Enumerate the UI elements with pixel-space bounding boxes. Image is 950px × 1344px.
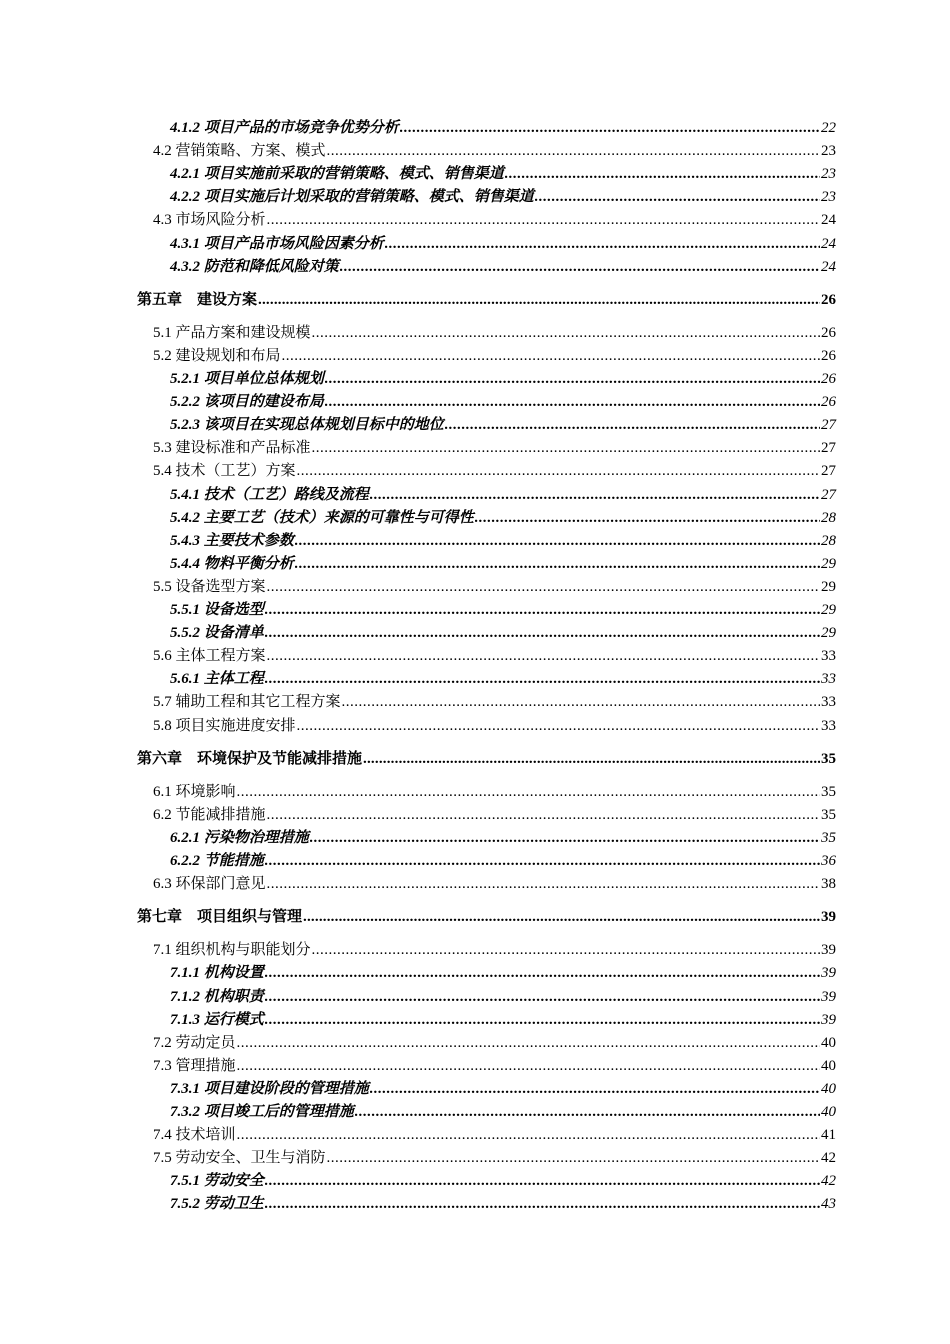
toc-entry-title: 7.5.1 劳动安全	[170, 1173, 264, 1190]
toc-leader-dots	[312, 942, 820, 959]
toc-entry-page-number: 40	[821, 1057, 836, 1074]
toc-entry-page-number: 39	[821, 1011, 836, 1028]
toc-entry-title: 5.8 项目实施进度安排	[153, 717, 296, 734]
toc-leader-dots	[258, 292, 820, 309]
toc-entry-page-number: 26	[821, 394, 836, 411]
toc-entry-page-number: 40	[821, 1104, 836, 1120]
toc-leader-dots	[265, 965, 820, 982]
toc-chapter-entry[interactable]	[137, 288, 836, 311]
toc-entry-page-number: 26	[821, 371, 836, 387]
toc-entry-title: 5.4.4 物料平衡分析	[170, 555, 294, 572]
toc-entry-title: 6.2 节能减排措施	[153, 806, 266, 823]
toc-entry-title: 5.2 建设规划和布局	[153, 347, 281, 364]
toc-chapter-entry[interactable]	[137, 905, 836, 928]
toc-leader-dots	[312, 440, 820, 457]
toc-entry-page-number: 33	[821, 717, 836, 734]
toc-entry-title: 4.3 市场风险分析	[153, 212, 266, 229]
toc-section-entry[interactable]	[153, 208, 836, 231]
toc-section-entry[interactable]	[153, 714, 836, 737]
toc-entry-page-number: 23	[821, 143, 836, 160]
toc-subsection-entry[interactable]	[170, 1008, 836, 1031]
toc-leader-dots	[267, 807, 820, 824]
toc-section-entry[interactable]	[153, 575, 836, 598]
toc-section-entry[interactable]	[153, 321, 836, 344]
toc-subsection-entry[interactable]	[170, 667, 836, 690]
toc-subsection-entry[interactable]	[170, 849, 836, 872]
toc-entry-page-number: 33	[821, 648, 836, 665]
toc-leader-dots	[327, 1150, 820, 1167]
toc-entry-title: 6.2.1 污染物治理措施	[170, 829, 309, 846]
toc-subsection-entry[interactable]	[170, 985, 836, 1008]
toc-subsection-entry[interactable]	[170, 621, 836, 644]
toc-entry-page-number: 35	[821, 806, 836, 823]
toc-subsection-entry[interactable]	[170, 552, 836, 575]
toc-leader-dots	[325, 371, 820, 388]
toc-entry-title: 第七章 项目组织与管理	[137, 909, 303, 926]
toc-leader-dots	[342, 694, 820, 711]
toc-leader-dots	[340, 259, 820, 276]
toc-entry-title: 5.4.3 主要技术参数	[170, 532, 294, 549]
toc-entry-title: 6.3 环保部门意见	[153, 876, 266, 893]
toc-leader-dots	[385, 236, 820, 253]
toc-entry-title: 5.2.3 该项目在实现总体规划目标中的地位	[170, 417, 444, 434]
toc-entry-page-number: 29	[821, 578, 836, 595]
toc-section-entry[interactable]	[153, 1146, 836, 1169]
toc-entry-title: 5.5 设备选型方案	[153, 578, 266, 595]
toc-entry-page-number: 39	[821, 988, 836, 1005]
toc-leader-dots	[370, 487, 820, 504]
toc-entry-page-number: 26	[821, 347, 836, 364]
toc-subsection-entry[interactable]	[170, 483, 836, 506]
toc-entry-title: 4.3.1 项目产品市场风险因素分析	[170, 235, 384, 252]
toc-entry-title: 5.4 技术（工艺）方案	[153, 463, 296, 480]
toc-leader-dots	[475, 510, 820, 527]
toc-leader-dots	[265, 1196, 820, 1213]
toc-section-entry[interactable]	[153, 344, 836, 367]
toc-subsection-entry[interactable]	[170, 255, 836, 278]
toc-entry-title: 5.2.1 项目单位总体规划	[170, 371, 324, 387]
toc-entry-page-number: 29	[821, 555, 836, 572]
toc-leader-dots	[267, 579, 820, 596]
toc-entry-page-number: 39	[821, 942, 836, 959]
toc-subsection-entry[interactable]	[170, 185, 836, 208]
toc-entry-title: 5.6.1 主体工程	[170, 671, 264, 688]
toc-entry-page-number: 35	[821, 829, 836, 846]
toc-entry-page-number: 27	[821, 440, 836, 457]
toc-leader-dots	[265, 625, 820, 642]
toc-leader-dots	[237, 784, 820, 801]
toc-leader-dots	[325, 394, 820, 411]
toc-entry-title: 4.1.2 项目产品的市场竞争优势分析	[170, 120, 399, 136]
toc-entry-title: 7.1.3 运行模式	[170, 1011, 264, 1028]
toc-entry-title: 7.3 管理措施	[153, 1057, 236, 1074]
toc-subsection-entry[interactable]	[170, 413, 836, 436]
toc-section-entry[interactable]	[153, 459, 836, 482]
toc-entry-title: 7.4 技术培训	[153, 1127, 236, 1144]
toc-entry-page-number: 24	[821, 235, 836, 252]
toc-subsection-entry[interactable]	[170, 506, 836, 529]
toc-subsection-entry[interactable]	[170, 116, 836, 139]
toc-leader-dots	[355, 1104, 820, 1121]
toc-subsection-entry[interactable]	[170, 598, 836, 621]
toc-entry-title: 4.2 营销策略、方案、模式	[153, 143, 326, 160]
toc-entry-title: 7.5 劳动安全、卫生与消防	[153, 1150, 326, 1167]
toc-entry-page-number: 26	[821, 324, 836, 341]
toc-section-entry[interactable]	[153, 938, 836, 961]
toc-entry-page-number: 38	[821, 876, 836, 893]
toc-entry-page-number: 33	[821, 694, 836, 711]
toc-entry-page-number: 29	[821, 602, 836, 618]
toc-subsection-entry[interactable]	[170, 1169, 836, 1192]
toc-subsection-entry[interactable]	[170, 1100, 836, 1123]
toc-entry-page-number: 35	[821, 750, 836, 767]
toc-entry-page-number: 24	[821, 258, 836, 275]
toc-leader-dots	[267, 648, 820, 665]
toc-subsection-entry[interactable]	[170, 1077, 836, 1100]
toc-leader-dots	[400, 120, 820, 137]
toc-entry-title: 7.3.1 项目建设阶段的管理措施	[170, 1080, 369, 1097]
toc-entry-page-number: 26	[821, 291, 836, 308]
toc-entry-title: 5.1 产品方案和建设规模	[153, 324, 311, 341]
toc-entry-title: 6.2.2 节能措施	[170, 853, 264, 869]
toc-leader-dots	[295, 533, 820, 550]
toc-subsection-entry[interactable]	[170, 826, 836, 849]
toc-entry-page-number: 28	[821, 532, 836, 549]
toc-leader-dots	[237, 1035, 820, 1052]
toc-entry-title: 7.2 劳动定员	[153, 1034, 236, 1051]
toc-subsection-entry[interactable]	[170, 232, 836, 255]
toc-subsection-entry[interactable]	[170, 529, 836, 552]
toc-subsection-entry[interactable]	[170, 162, 836, 185]
toc-entry-page-number: 33	[821, 671, 836, 688]
toc-entry-title: 第五章 建设方案	[137, 291, 258, 308]
toc-entry-page-number: 39	[821, 909, 836, 926]
toc-entry-title: 4.2.2 项目实施后计划采取的营销策略、模式、销售渠道	[170, 189, 534, 206]
toc-entry-title: 7.3.2 项目竣工后的管理措施	[170, 1104, 354, 1120]
toc-leader-dots	[267, 876, 820, 893]
toc-subsection-entry[interactable]	[170, 390, 836, 413]
toc-entry-title: 7.5.2 劳动卫生	[170, 1196, 264, 1213]
toc-section-entry[interactable]	[153, 1123, 836, 1146]
toc-section-entry[interactable]	[153, 436, 836, 459]
toc-entry-page-number: 23	[821, 166, 836, 183]
toc-leader-dots	[370, 1081, 820, 1098]
toc-chapter-entry[interactable]	[137, 747, 836, 770]
toc-entry-title: 4.3.2 防范和降低风险对策	[170, 258, 339, 275]
toc-entry-title: 5.6 主体工程方案	[153, 648, 266, 665]
toc-entry-page-number: 41	[821, 1127, 836, 1144]
toc-entry-title: 7.1.2 机构职责	[170, 988, 264, 1005]
toc-entry-page-number: 39	[821, 965, 836, 982]
toc-leader-dots	[535, 189, 820, 206]
toc-entry-title: 7.1 组织机构与职能划分	[153, 942, 311, 959]
toc-entry-title: 5.7 辅助工程和其它工程方案	[153, 694, 341, 711]
toc-entry-page-number: 27	[821, 417, 836, 434]
toc-entry-title: 5.2.2 该项目的建设布局	[170, 394, 324, 411]
toc-leader-dots	[310, 830, 820, 847]
toc-entry-page-number: 43	[821, 1196, 836, 1213]
toc-section-entry[interactable]	[153, 1031, 836, 1054]
toc-leader-dots	[312, 325, 820, 342]
toc-section-entry[interactable]	[153, 780, 836, 803]
toc-leader-dots	[303, 909, 820, 926]
toc-entry-page-number: 42	[821, 1173, 836, 1190]
toc-entry-page-number: 23	[821, 189, 836, 206]
toc-leader-dots	[267, 212, 820, 229]
toc-entry-page-number: 35	[821, 783, 836, 800]
toc-leader-dots	[237, 1127, 820, 1144]
toc-leader-dots	[237, 1058, 820, 1075]
toc-entry-title: 5.3 建设标准和产品标准	[153, 440, 311, 457]
toc-leader-dots	[505, 166, 820, 183]
toc-leader-dots	[295, 556, 820, 573]
toc-entry-page-number: 27	[821, 463, 836, 480]
toc-entry-title: 7.1.1 机构设置	[170, 965, 264, 982]
toc-leader-dots	[327, 143, 820, 160]
toc-entry-page-number: 40	[821, 1034, 836, 1051]
toc-subsection-entry[interactable]	[170, 961, 836, 984]
toc-entry-title: 4.2.1 项目实施前采取的营销策略、模式、销售渠道	[170, 166, 504, 183]
toc-leader-dots	[282, 348, 820, 365]
toc-leader-dots	[265, 602, 820, 619]
toc-section-entry[interactable]	[153, 1054, 836, 1077]
toc-entry-page-number: 40	[821, 1080, 836, 1097]
toc-leader-dots	[265, 1173, 820, 1190]
toc-section-entry[interactable]	[153, 803, 836, 826]
toc-leader-dots	[265, 853, 820, 870]
toc-leader-dots	[445, 417, 820, 434]
toc-leader-dots	[265, 989, 820, 1006]
toc-section-entry[interactable]	[153, 644, 836, 667]
toc-entry-title: 5.4.1 技术（工艺）路线及流程	[170, 486, 369, 503]
toc-entry-title: 第六章 环境保护及节能减排措施	[137, 750, 363, 767]
toc-entry-title: 5.5.2 设备清单	[170, 625, 264, 642]
toc-entry-title: 5.5.1 设备选型	[170, 602, 264, 618]
toc-entry-page-number: 29	[821, 625, 836, 642]
toc-leader-dots	[297, 718, 820, 735]
toc-entry-title: 5.4.2 主要工艺（技术）来源的可靠性与可得性	[170, 509, 474, 526]
toc-entry-page-number: 22	[821, 120, 836, 136]
toc-entry-page-number: 42	[821, 1150, 836, 1167]
toc-leader-dots	[363, 751, 820, 768]
toc-entry-page-number: 27	[821, 486, 836, 503]
toc-entry-page-number: 36	[821, 853, 836, 869]
toc-leader-dots	[265, 671, 820, 688]
toc-section-entry[interactable]	[153, 872, 836, 895]
toc-subsection-entry[interactable]	[170, 367, 836, 390]
toc-entry-title: 6.1 环境影响	[153, 783, 236, 800]
toc-leader-dots	[265, 1012, 820, 1029]
toc-section-entry[interactable]	[153, 690, 836, 713]
toc-entry-page-number: 24	[821, 212, 836, 229]
toc-subsection-entry[interactable]	[170, 1192, 836, 1215]
toc-entry-page-number: 28	[821, 509, 836, 526]
toc-leader-dots	[297, 463, 820, 480]
toc-section-entry[interactable]	[153, 139, 836, 162]
